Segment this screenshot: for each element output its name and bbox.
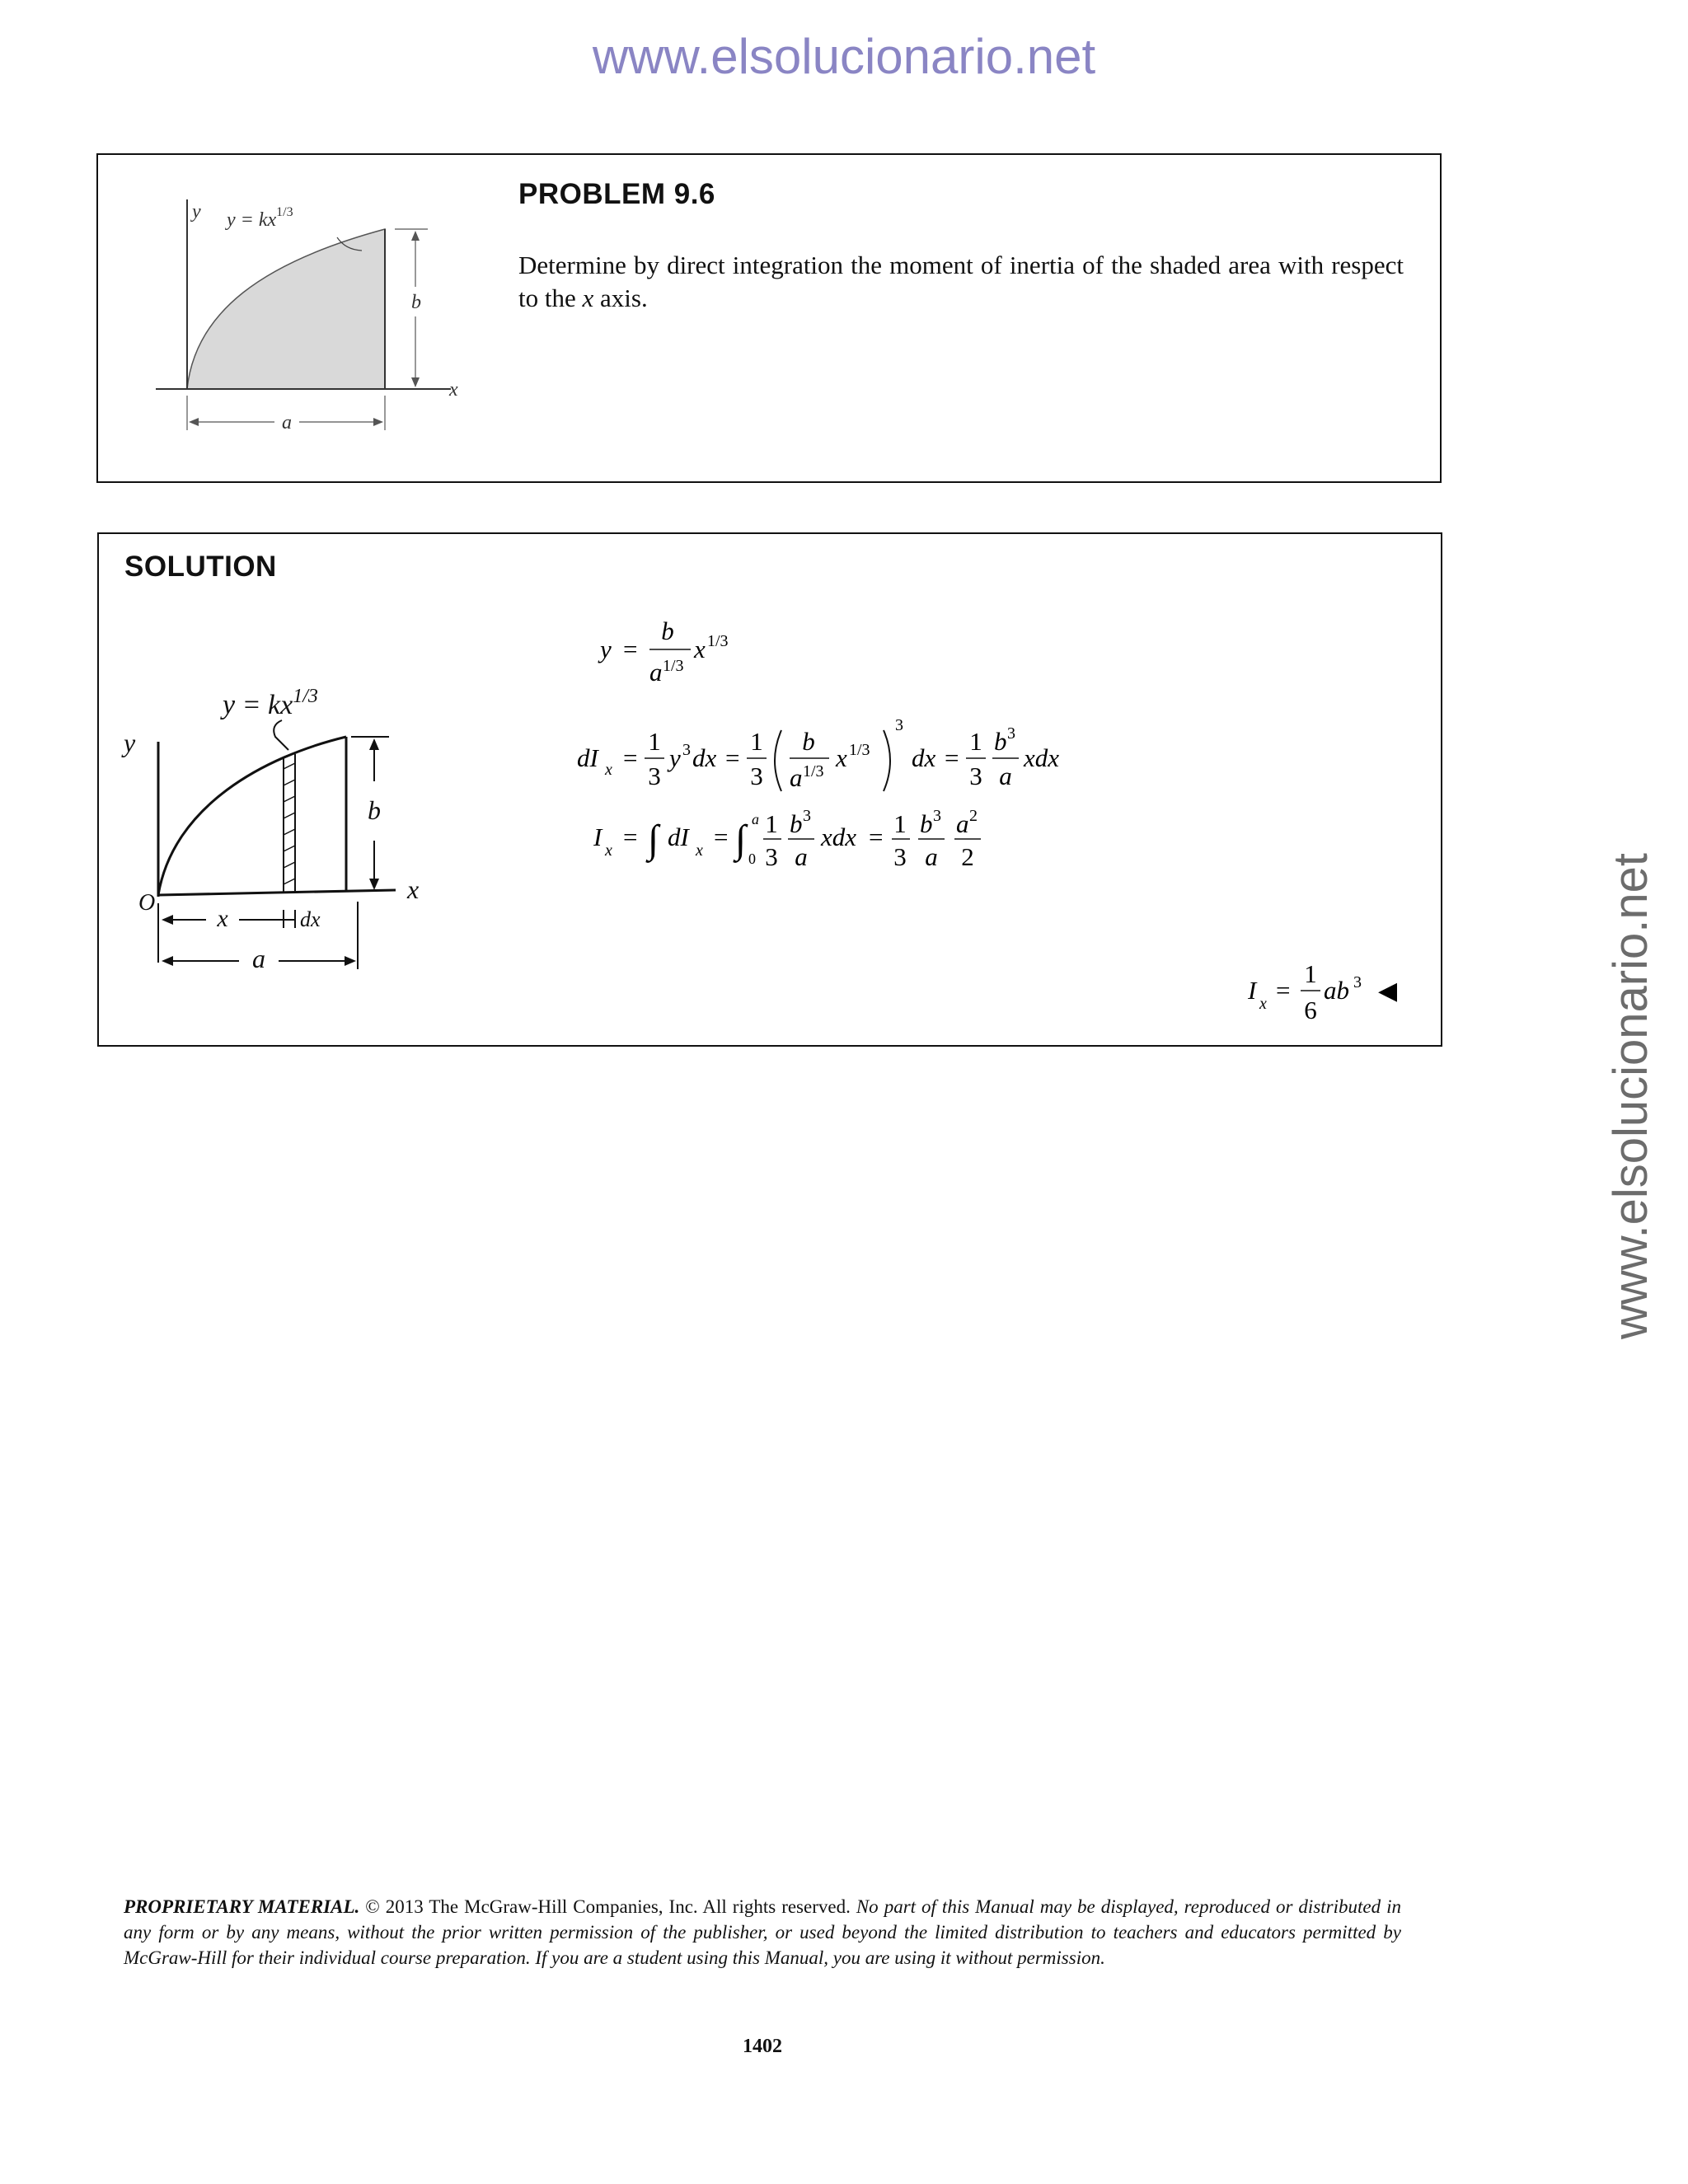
fig-label-x: x [449,379,458,401]
fig-label-b: b [411,292,421,313]
svg-text:dx: dx [912,743,936,772]
svg-text:a: a [649,658,663,687]
svg-text:I: I [1248,976,1257,1005]
svg-text:y: y [669,743,681,772]
svg-text:dx: dx [692,743,717,772]
svg-text:∫: ∫ [735,818,747,861]
page-number: 1402 [743,2036,782,2057]
problem-title: PROBLEM 9.6 [518,178,715,210]
problem-box [96,153,1442,483]
svg-text:=: = [945,743,959,772]
svg-text:x: x [605,761,612,779]
svg-text:a: a [790,763,803,792]
svg-text:∫: ∫ [648,818,659,861]
svg-text:1/3: 1/3 [707,632,729,650]
svg-text:1: 1 [765,809,778,838]
svg-text:3: 3 [648,762,661,790]
sketch-label-b: b [368,795,381,825]
svg-text:3: 3 [1007,724,1015,743]
fig-label-y: y [192,201,201,223]
solution-box [97,532,1442,1047]
svg-text:3: 3 [969,762,982,790]
svg-text:y: y [600,635,612,663]
svg-text:=: = [869,823,884,851]
problem-figure [98,155,494,481]
svg-text:1: 1 [969,727,982,756]
svg-text:ab: ab [1324,976,1349,1005]
fig-label-a: a [282,412,292,434]
svg-text:b: b [802,727,815,756]
sketch-label-xdist: x [217,905,228,932]
svg-text:◀: ◀ [1378,977,1398,1005]
svg-text:1: 1 [1304,959,1317,988]
svg-text:a: a [925,842,938,871]
sketch-label-y: y [124,728,136,757]
equation-2 [577,716,1059,792]
svg-text:1: 1 [893,809,907,838]
svg-text:=: = [1276,976,1291,1005]
sketch-label-a: a [252,944,265,973]
svg-text:1/3: 1/3 [803,762,824,780]
svg-text:3: 3 [803,807,811,825]
svg-text:3: 3 [893,842,907,871]
svg-text:1: 1 [750,727,763,756]
svg-text:b: b [920,809,933,838]
sketch-label-x-axis: x [407,874,420,904]
copyright-footer: PROPRIETARY MATERIAL. © 2013 The McGraw-Hill Companies, Inc. All rights reserved. No part of this Manual may be displayed, reproduced or distributed in any form or by any means, without the prior written permission of the publisher, or used beyond the limited distribution to teachers and educators permitted by McGraw-Hill for their individual course preparation. If you are a student using this Manual, you are using it without permission. [124,1896,1401,1968]
svg-text:b: b [661,616,674,645]
svg-text:xdx: xdx [821,823,857,851]
equation-3 [593,807,981,871]
svg-text:x: x [696,841,703,860]
svg-text:a: a [956,809,969,838]
problem-statement: Determine by direct integration the moment of inertia of the shaded area with respect to the x axis. [518,251,1404,312]
svg-text:I: I [593,823,603,851]
final-answer[interactable] [1247,959,1397,1024]
svg-text:=: = [623,823,638,851]
svg-text:b: b [790,809,803,838]
svg-text:2: 2 [961,842,974,871]
svg-text:3: 3 [1353,973,1362,991]
solution-title: SOLUTION [124,551,277,583]
svg-text:a: a [752,811,759,827]
svg-text:=: = [623,743,638,772]
svg-text:dI: dI [577,743,598,772]
fig-curve-label: $y = kx^{1/3}$ [227,205,293,231]
svg-text:=: = [623,635,638,663]
svg-text:3: 3 [750,762,763,790]
svg-text:x: x [605,841,612,860]
svg-text:b: b [994,727,1007,756]
svg-text:3: 3 [895,716,903,734]
svg-text:3: 3 [682,741,691,759]
shaded-area [187,229,385,389]
watermark-side: www.elsolucionario.net [1604,853,1658,1339]
svg-text:=: = [725,743,740,772]
svg-text:1: 1 [648,727,661,756]
svg-text:xdx: xdx [1024,743,1060,772]
solution-equations [99,534,1441,1045]
watermark-top[interactable]: www.elsolucionario.net [592,29,1096,84]
svg-text:a: a [795,842,808,871]
svg-text:x: x [836,743,847,772]
sketch-curve-label: $y = kx^{1/3}$ [223,686,318,720]
svg-text:3: 3 [765,842,778,871]
svg-text:2: 2 [969,807,978,825]
svg-text:0: 0 [748,851,756,867]
svg-text:3: 3 [933,807,941,825]
svg-text:dI: dI [668,823,689,851]
svg-text:a: a [999,762,1012,790]
svg-text:=: = [714,823,729,851]
svg-text:1/3: 1/3 [663,657,684,675]
svg-text:6: 6 [1304,996,1317,1024]
equation-1 [598,616,729,687]
svg-text:x: x [694,635,706,663]
sketch-label-origin: O [138,890,156,916]
sketch-label-dx: dx [300,907,321,931]
svg-text:1/3: 1/3 [849,741,870,759]
svg-text:x: x [1259,995,1267,1013]
